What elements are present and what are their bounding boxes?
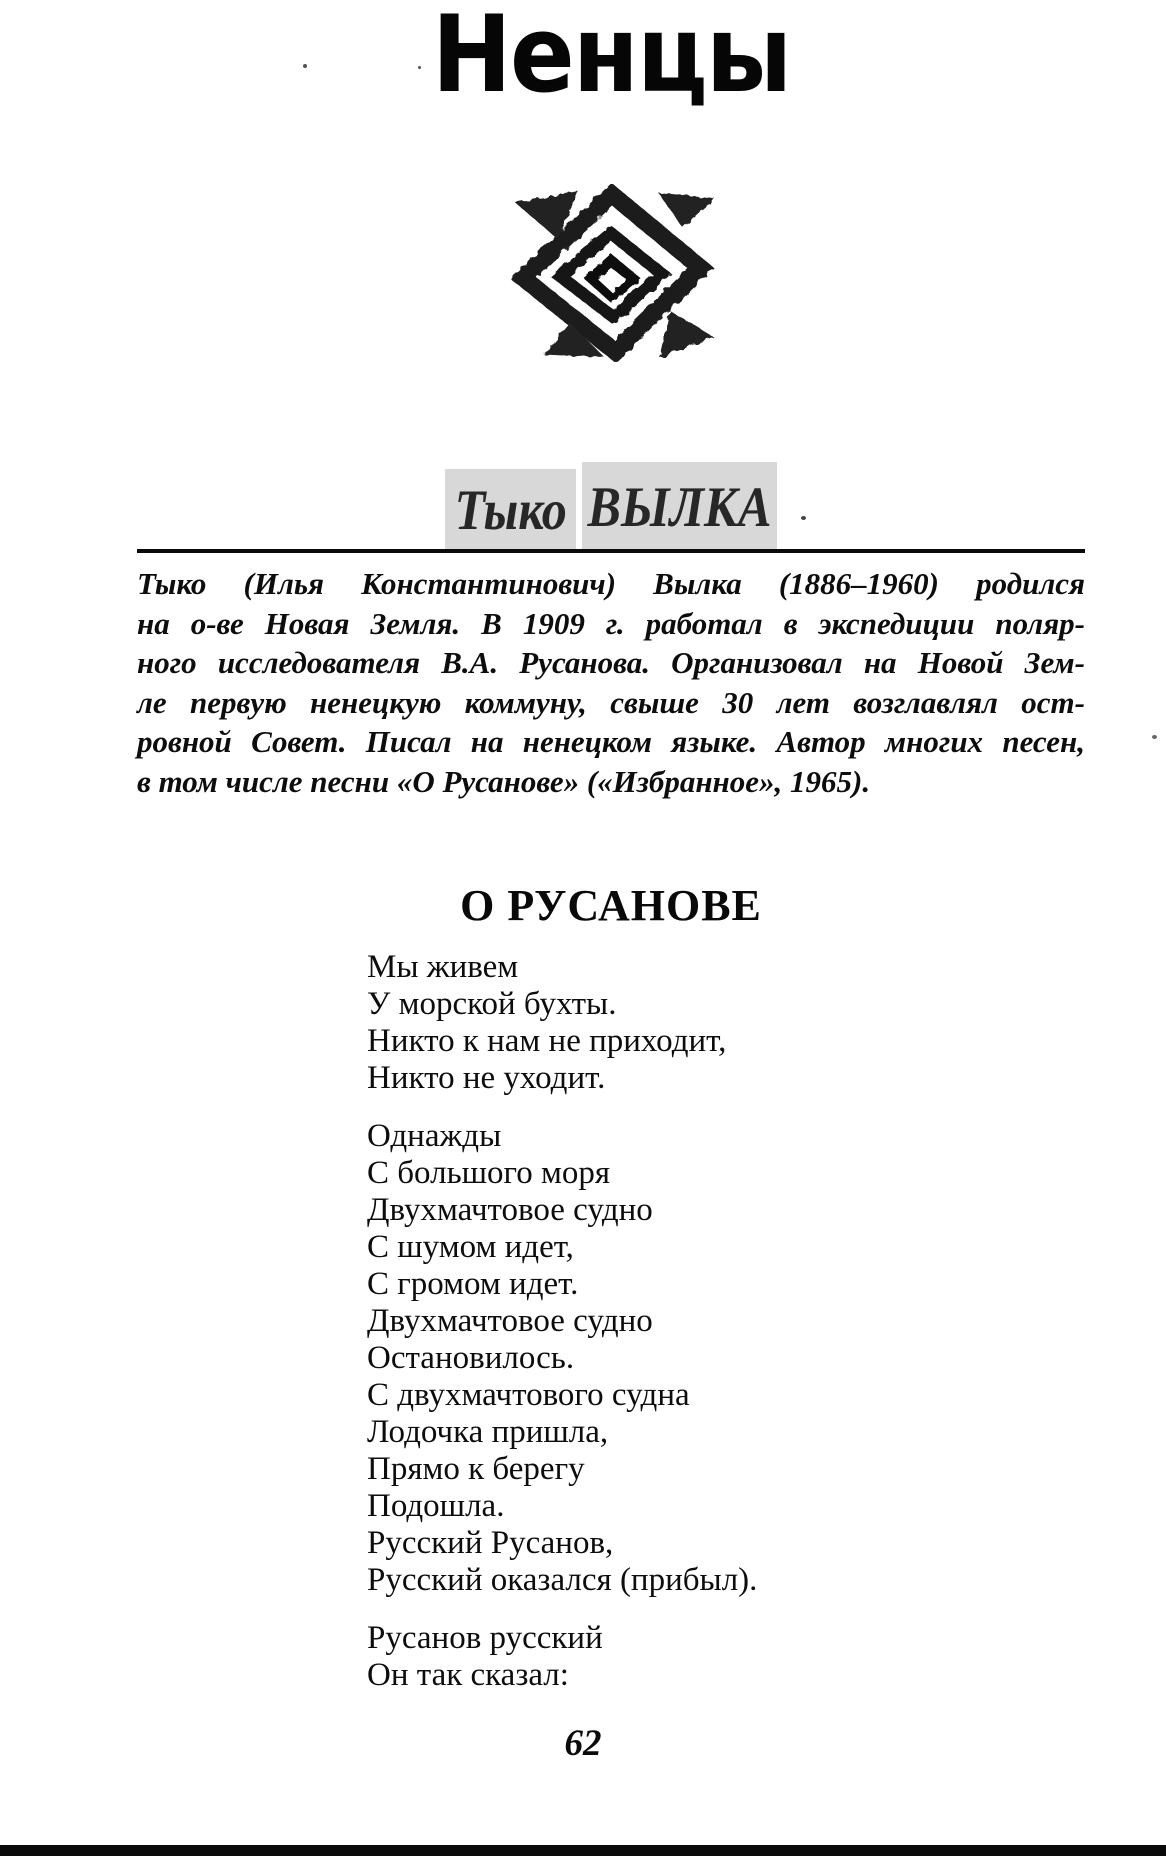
bio-line: ного исследователя В.А. Русанова. Организовал на Новой Зем-: [137, 645, 1085, 680]
scan-speck: [801, 516, 806, 520]
author-heading: [137, 462, 1085, 552]
poem-line: Никто не уходит.: [367, 1060, 606, 1096]
bio-line: ровной Совет. Писал на ненецком языке. Автор многих песен,: [137, 724, 1085, 759]
poem-stanza: [367, 1118, 927, 1599]
poem-line: Прямо к берегу: [367, 1451, 585, 1487]
poem-line: Подошла.: [367, 1488, 505, 1524]
poem-line: У морской бухты.: [367, 986, 617, 1022]
author-last-name: ВЫЛКА: [587, 475, 772, 539]
poem-line: Русский оказался (прибыл).: [367, 1562, 758, 1598]
poem-line: Мы живем: [367, 949, 519, 985]
heading-rule: [137, 549, 1085, 553]
scan-speck: [303, 64, 307, 68]
scan-speck: [418, 66, 421, 69]
poem-line: С шумом идет,: [367, 1229, 574, 1265]
nenets-ornament-icon: [507, 184, 717, 362]
poem-line: Двухмачтовое судно: [367, 1192, 653, 1228]
bio-line: на о-ве Новая Земля. В 1909 г. работал в экспедиции поляр-: [137, 605, 1085, 641]
poem-line: Лодочка пришла,: [367, 1414, 609, 1450]
biography-paragraph: [137, 564, 1085, 801]
poem-line: Русский Русанов,: [367, 1525, 614, 1561]
poem-line: Он так сказал:: [367, 1657, 569, 1693]
poem-body: [367, 949, 927, 1715]
poem-line: С большого моря: [367, 1155, 611, 1191]
poem-line: Однажды: [367, 1118, 502, 1154]
author-last-name-highlight: [582, 462, 777, 552]
poem-line: Никто к нам не приходит,: [367, 1023, 727, 1059]
author-first-name: Тыко: [454, 478, 567, 542]
poem-stanza: [367, 949, 927, 1097]
page-title: [137, 0, 1085, 114]
poem-line: Остановилось.: [367, 1340, 575, 1376]
bio-line: в том числе песни «О Русанове» («Избранное», 1965).: [137, 763, 871, 799]
page-number: 62: [564, 1723, 602, 1764]
poem-line: Двухмачтовое судно: [367, 1303, 653, 1339]
page-title-text: Ненцы: [431, 0, 791, 116]
poem-line: С громом идет.: [367, 1266, 579, 1302]
poem-line: Русанов русский: [367, 1620, 603, 1656]
poem-line: С двухмачтового судна: [367, 1377, 690, 1413]
bio-line: ле первую ненецкую коммуну, свыше 30 лет возглавлял ост-: [137, 684, 1085, 720]
author-first-name-highlight: [445, 469, 576, 551]
poem-title: О РУСАНОВЕ: [460, 881, 762, 930]
bio-line: Тыко (Илья Константинович) Вылка (1886–1960) родился: [137, 566, 1085, 601]
poem-stanza: [367, 1620, 927, 1694]
bottom-scan-bar: [0, 1845, 1166, 1856]
scan-speck: [1152, 735, 1157, 739]
